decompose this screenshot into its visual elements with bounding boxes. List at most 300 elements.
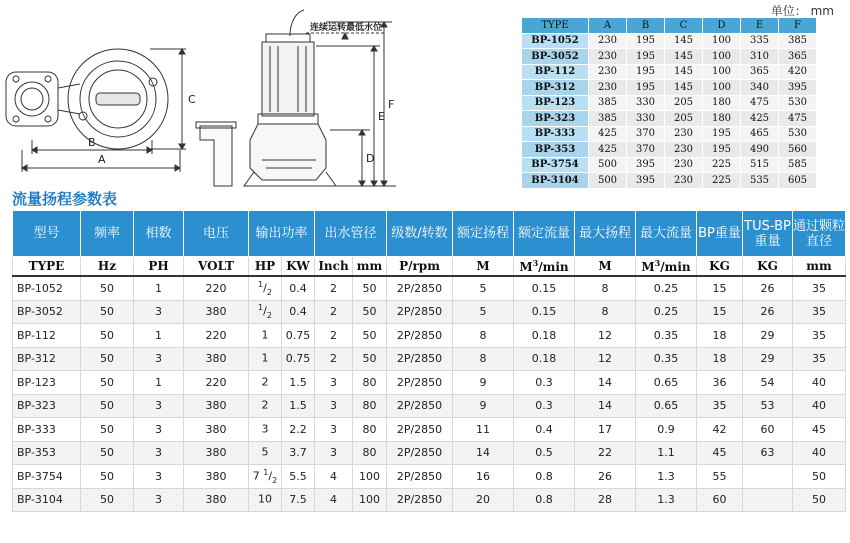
hp-denominator: 2 — [266, 311, 272, 321]
inch-cell: 4 — [315, 465, 353, 489]
hp-numerator: 1 — [258, 279, 264, 289]
dim-value-cell: 500 — [589, 157, 627, 173]
hp-denominator: 2 — [266, 287, 272, 297]
volt-cell: 220 — [184, 276, 249, 300]
max-flow-cell: 0.65 — [636, 371, 697, 395]
dim-table-row — [522, 157, 817, 173]
particle-cell: 40 — [793, 394, 846, 418]
dim-value-cell: 145 — [665, 64, 703, 80]
unit-rpm: P/rpm — [387, 257, 453, 277]
ph-cell: 3 — [134, 300, 184, 324]
rpm-cell: 2P/2850 — [387, 347, 453, 371]
dim-value-cell: 330 — [627, 111, 665, 127]
dim-model-cell: BP-3104 — [522, 173, 589, 189]
model-cell: BP-1052 — [13, 276, 81, 300]
kg-tus-cell — [743, 488, 793, 512]
particle-cell: 35 — [793, 347, 846, 371]
hp-integer: 1 — [261, 351, 269, 365]
dim-value-cell: 395 — [779, 80, 817, 96]
hz-cell: 50 — [81, 324, 134, 348]
hp-integer: 1 — [261, 328, 269, 342]
inch-cell: 3 — [315, 394, 353, 418]
dim-value-cell: 365 — [779, 49, 817, 65]
volute-casing — [250, 124, 326, 180]
inch-cell: 3 — [315, 418, 353, 442]
hp-slash: / — [263, 281, 267, 295]
inch-cell: 2 — [315, 300, 353, 324]
table-row — [13, 347, 846, 371]
inch-cell: 3 — [315, 371, 353, 395]
unit-m-maxhead: M — [575, 257, 636, 277]
dim-value-cell: 195 — [627, 80, 665, 96]
max-head-cell: 14 — [575, 394, 636, 418]
volt-cell: 380 — [184, 465, 249, 489]
dim-value-cell: 230 — [589, 49, 627, 65]
dim-value-cell: 370 — [627, 126, 665, 142]
dim-value-cell: 195 — [627, 64, 665, 80]
rpm-cell: 2P/2850 — [387, 276, 453, 300]
unit-hp: HP — [249, 257, 282, 277]
inch-cell: 2 — [315, 347, 353, 371]
hp-cell — [249, 324, 282, 348]
mm-cell: 50 — [353, 276, 387, 300]
unit-flow-m: M — [519, 260, 533, 274]
dim-value-cell: 145 — [665, 49, 703, 65]
kw-cell: 0.75 — [282, 324, 315, 348]
hp-numerator: 1 — [258, 303, 264, 313]
unit-kg-tus: KG — [743, 257, 793, 277]
ph-cell: 1 — [134, 276, 184, 300]
model-cell: BP-323 — [13, 394, 81, 418]
hp-cell — [249, 394, 282, 418]
dim-value-cell: 560 — [779, 142, 817, 158]
kw-cell: 2.2 — [282, 418, 315, 442]
rpm-cell: 2P/2850 — [387, 465, 453, 489]
volt-cell: 380 — [184, 394, 249, 418]
ph-cell: 3 — [134, 465, 184, 489]
kw-cell: 1.5 — [282, 371, 315, 395]
unit-maxflow-tail: /min — [660, 260, 691, 274]
dim-table-row — [522, 126, 817, 142]
head-cell: 8 — [453, 347, 514, 371]
unit-flow-tail: /min — [538, 260, 569, 274]
volt-cell: 380 — [184, 300, 249, 324]
table-row — [13, 300, 846, 324]
max-head-cell: 28 — [575, 488, 636, 512]
dim-value-cell: 335 — [741, 33, 779, 49]
dim-value-cell: 425 — [589, 126, 627, 142]
particle-cell: 35 — [793, 324, 846, 348]
particle-cell: 50 — [793, 465, 846, 489]
col-particle-line1: 通过颗粒 — [793, 218, 846, 234]
table-row — [13, 418, 846, 442]
dim-value-cell: 100 — [703, 64, 741, 80]
rpm-cell: 2P/2850 — [387, 394, 453, 418]
hp-cell — [249, 418, 282, 442]
model-cell: BP-123 — [13, 371, 81, 395]
hp-integer: 7 — [252, 469, 264, 483]
hz-cell: 50 — [81, 347, 134, 371]
col-freq: 频率 — [81, 211, 134, 257]
dim-value-cell: 385 — [779, 33, 817, 49]
unit-kw: KW — [282, 257, 315, 277]
max-flow-cell: 1.3 — [636, 488, 697, 512]
hz-cell: 50 — [81, 418, 134, 442]
dim-value-cell: 530 — [779, 95, 817, 111]
dim-table-row — [522, 49, 817, 65]
unit-maxflow-m: M — [641, 260, 655, 274]
hz-cell: 50 — [81, 441, 134, 465]
hp-cell — [249, 488, 282, 512]
rpm-cell: 2P/2850 — [387, 418, 453, 442]
model-cell: BP-3052 — [13, 300, 81, 324]
kg-cell: 35 — [697, 394, 743, 418]
head-cell: 20 — [453, 488, 514, 512]
hp-integer: 5 — [261, 445, 269, 459]
hp-integer: 3 — [261, 422, 269, 436]
ph-cell: 3 — [134, 347, 184, 371]
dim-value-cell: 585 — [779, 157, 817, 173]
kw-cell: 7.5 — [282, 488, 315, 512]
flow-cell: 0.4 — [514, 418, 575, 442]
dim-col-header: A — [589, 18, 627, 34]
unit-type: TYPE — [13, 257, 81, 277]
dim-col-header: F — [779, 18, 817, 34]
inch-cell: 4 — [315, 488, 353, 512]
dim-value-cell: 500 — [589, 173, 627, 189]
dim-label-d: D — [366, 152, 375, 165]
hp-slash: / — [268, 469, 273, 483]
hp-cell — [249, 347, 282, 371]
dim-value-cell: 605 — [779, 173, 817, 189]
unit-inch: Inch — [315, 257, 353, 277]
volt-cell: 220 — [184, 371, 249, 395]
dimension-table — [521, 17, 817, 189]
dim-label-c: C — [188, 93, 196, 106]
ph-cell: 1 — [134, 324, 184, 348]
dim-value-cell: 385 — [589, 95, 627, 111]
max-flow-cell: 0.65 — [636, 394, 697, 418]
flow-cell: 0.8 — [514, 465, 575, 489]
mm-cell: 50 — [353, 300, 387, 324]
flow-cell: 0.15 — [514, 300, 575, 324]
dim-value-cell: 475 — [779, 111, 817, 127]
hp-cell — [249, 276, 282, 300]
unit-m-head: M — [453, 257, 514, 277]
head-cell: 14 — [453, 441, 514, 465]
max-head-cell: 17 — [575, 418, 636, 442]
dim-value-cell: 535 — [741, 173, 779, 189]
particle-cell: 50 — [793, 488, 846, 512]
power-cable — [290, 10, 304, 36]
head-cell: 5 — [453, 300, 514, 324]
col-particle — [793, 211, 846, 257]
dim-value-cell: 180 — [703, 95, 741, 111]
hz-cell: 50 — [81, 488, 134, 512]
model-cell: BP-312 — [13, 347, 81, 371]
flow-cell: 0.3 — [514, 394, 575, 418]
dim-table-row — [522, 64, 817, 80]
dim-value-cell: 205 — [665, 111, 703, 127]
hz-cell: 50 — [81, 276, 134, 300]
table-row — [13, 324, 846, 348]
kg-cell: 45 — [697, 441, 743, 465]
unit-ph: PH — [134, 257, 184, 277]
kg-cell: 42 — [697, 418, 743, 442]
rpm-cell: 2P/2850 — [387, 441, 453, 465]
dim-value-cell: 230 — [665, 126, 703, 142]
kg-cell: 15 — [697, 276, 743, 300]
dim-value-cell: 475 — [741, 95, 779, 111]
dim-table-row — [522, 80, 817, 96]
max-head-cell: 8 — [575, 276, 636, 300]
col-weight-tus-line1: TUS-BP — [744, 218, 791, 234]
particle-cell: 35 — [793, 276, 846, 300]
table-row — [13, 441, 846, 465]
inch-cell: 2 — [315, 276, 353, 300]
dim-table-row — [522, 142, 817, 158]
dim-value-cell: 195 — [703, 142, 741, 158]
unit-mm-particle: mm — [793, 257, 846, 277]
model-cell: BP-112 — [13, 324, 81, 348]
dim-model-cell: BP-3052 — [522, 49, 589, 65]
rpm-cell: 2P/2850 — [387, 324, 453, 348]
mm-cell: 100 — [353, 488, 387, 512]
hp-integer: 2 — [261, 375, 269, 389]
dim-value-cell: 195 — [703, 126, 741, 142]
kw-cell: 0.75 — [282, 347, 315, 371]
kg-tus-cell: 53 — [743, 394, 793, 418]
rpm-cell: 2P/2850 — [387, 488, 453, 512]
model-cell: BP-333 — [13, 418, 81, 442]
model-cell: BP-3104 — [13, 488, 81, 512]
ph-cell: 3 — [134, 394, 184, 418]
kg-tus-cell: 26 — [743, 276, 793, 300]
particle-cell: 45 — [793, 418, 846, 442]
flow-cell: 0.15 — [514, 276, 575, 300]
max-head-cell: 12 — [575, 324, 636, 348]
dim-value-cell: 225 — [703, 173, 741, 189]
particle-cell: 35 — [793, 300, 846, 324]
head-cell: 11 — [453, 418, 514, 442]
dim-table-row — [522, 33, 817, 49]
particle-cell: 40 — [793, 371, 846, 395]
flow-cell: 0.5 — [514, 441, 575, 465]
col-poles: 级数/转数 — [387, 211, 453, 257]
mm-cell: 50 — [353, 324, 387, 348]
col-rated-head: 额定扬程 — [453, 211, 514, 257]
dim-table-row — [522, 173, 817, 189]
dim-col-header: B — [627, 18, 665, 34]
rpm-cell: 2P/2850 — [387, 300, 453, 324]
dim-value-cell: 330 — [627, 95, 665, 111]
col-power: 输出功率 — [249, 211, 315, 257]
col-weight-tus — [743, 211, 793, 257]
dim-table-row — [522, 111, 817, 127]
mm-cell: 80 — [353, 371, 387, 395]
dim-label-a: A — [98, 153, 106, 166]
col-max-flow: 最大流量 — [636, 211, 697, 257]
dim-value-cell: 230 — [589, 33, 627, 49]
volt-cell: 220 — [184, 324, 249, 348]
dim-value-cell: 225 — [703, 157, 741, 173]
kg-cell: 15 — [697, 300, 743, 324]
dimension-table-header — [522, 18, 817, 34]
dim-value-cell: 230 — [665, 157, 703, 173]
dim-value-cell: 100 — [703, 33, 741, 49]
hz-cell: 50 — [81, 465, 134, 489]
dim-col-header: C — [665, 18, 703, 34]
mm-cell: 80 — [353, 394, 387, 418]
parameter-table — [12, 210, 846, 512]
dim-value-cell: 425 — [741, 111, 779, 127]
table-row — [13, 394, 846, 418]
dim-value-cell: 145 — [665, 33, 703, 49]
dim-value-cell: 395 — [627, 173, 665, 189]
kg-tus-cell: 29 — [743, 347, 793, 371]
flow-cell: 0.18 — [514, 347, 575, 371]
inch-cell: 2 — [315, 324, 353, 348]
unit-mm: mm — [353, 257, 387, 277]
water-level-note: 连续运转最低水位 — [310, 23, 383, 33]
volt-cell: 380 — [184, 488, 249, 512]
max-head-cell: 12 — [575, 347, 636, 371]
unit-label: 单位： mm — [770, 4, 834, 18]
dim-value-cell: 230 — [665, 173, 703, 189]
col-weight-tus-line2: 重量 — [754, 233, 781, 249]
col-rated-flow: 额定流量 — [514, 211, 575, 257]
dim-value-cell: 515 — [741, 157, 779, 173]
dim-value-cell: 205 — [665, 95, 703, 111]
dim-model-cell: BP-123 — [522, 95, 589, 111]
head-cell: 8 — [453, 324, 514, 348]
max-flow-cell: 1.1 — [636, 441, 697, 465]
hp-integer: 10 — [258, 492, 272, 506]
mm-cell: 50 — [353, 347, 387, 371]
dim-label-b: B — [88, 136, 96, 149]
dim-model-cell: BP-323 — [522, 111, 589, 127]
hp-slash: / — [263, 304, 267, 318]
max-head-cell: 8 — [575, 300, 636, 324]
kg-cell: 36 — [697, 371, 743, 395]
dim-value-cell: 230 — [589, 64, 627, 80]
kg-tus-cell: 63 — [743, 441, 793, 465]
ph-cell: 3 — [134, 488, 184, 512]
inch-cell: 3 — [315, 441, 353, 465]
kg-cell: 55 — [697, 465, 743, 489]
dim-label-f: F — [388, 98, 395, 111]
unit-hz: Hz — [81, 257, 134, 277]
dim-table-row — [522, 95, 817, 111]
max-head-cell: 14 — [575, 371, 636, 395]
kw-cell: 1.5 — [282, 394, 315, 418]
dim-value-cell: 310 — [741, 49, 779, 65]
kg-tus-cell: 54 — [743, 371, 793, 395]
dim-value-cell: 195 — [627, 49, 665, 65]
head-cell: 5 — [453, 276, 514, 300]
kw-cell: 5.5 — [282, 465, 315, 489]
unit-volt: VOLT — [184, 257, 249, 277]
ph-cell: 3 — [134, 441, 184, 465]
ph-cell: 3 — [134, 418, 184, 442]
col-outlet: 出水管径 — [315, 211, 387, 257]
dim-model-cell: BP-1052 — [522, 33, 589, 49]
rpm-cell: 2P/2850 — [387, 371, 453, 395]
kg-tus-cell: 29 — [743, 324, 793, 348]
volt-cell: 380 — [184, 441, 249, 465]
max-flow-cell: 0.25 — [636, 276, 697, 300]
flow-cell: 0.18 — [514, 324, 575, 348]
model-cell: BP-353 — [13, 441, 81, 465]
section-title: 流量扬程参数表 — [12, 190, 118, 208]
hz-cell: 50 — [81, 394, 134, 418]
unit-flow — [514, 257, 575, 277]
volt-cell: 380 — [184, 418, 249, 442]
dim-value-cell: 100 — [703, 80, 741, 96]
dim-col-header: TYPE — [522, 18, 589, 34]
hp-cell — [249, 465, 282, 489]
dim-col-header: E — [741, 18, 779, 34]
col-phase: 相数 — [134, 211, 184, 257]
max-flow-cell: 0.9 — [636, 418, 697, 442]
dim-value-cell: 195 — [627, 33, 665, 49]
table-row — [13, 488, 846, 512]
head-cell: 9 — [453, 394, 514, 418]
mm-cell: 80 — [353, 441, 387, 465]
dim-value-cell: 425 — [589, 142, 627, 158]
kg-cell: 60 — [697, 488, 743, 512]
dim-value-cell: 370 — [627, 142, 665, 158]
dim-model-cell: BP-333 — [522, 126, 589, 142]
dim-value-cell: 530 — [779, 126, 817, 142]
dim-value-cell: 385 — [589, 111, 627, 127]
flow-cell: 0.8 — [514, 488, 575, 512]
unit-maxflow — [636, 257, 697, 277]
kg-cell: 18 — [697, 324, 743, 348]
hz-cell: 50 — [81, 300, 134, 324]
pump-dimension-drawing — [0, 0, 440, 192]
col-model: 型号 — [13, 211, 81, 257]
max-head-cell: 22 — [575, 441, 636, 465]
unit-maxflow-sup: 3 — [654, 258, 661, 268]
dim-model-cell: BP-312 — [522, 80, 589, 96]
hp-cell — [249, 441, 282, 465]
hp-numerator: 1 — [263, 467, 269, 477]
kg-cell: 18 — [697, 347, 743, 371]
ph-cell: 1 — [134, 371, 184, 395]
unit-kg-bp: KG — [697, 257, 743, 277]
col-voltage: 电压 — [184, 211, 249, 257]
table-row — [13, 276, 846, 300]
parameter-header-row — [13, 211, 846, 257]
hp-integer: 2 — [261, 398, 269, 412]
dim-model-cell: BP-112 — [522, 64, 589, 80]
mm-cell: 80 — [353, 418, 387, 442]
kg-tus-cell: 60 — [743, 418, 793, 442]
dim-value-cell: 365 — [741, 64, 779, 80]
kg-tus-cell: 26 — [743, 300, 793, 324]
dim-value-cell: 180 — [703, 111, 741, 127]
dim-value-cell: 490 — [741, 142, 779, 158]
hp-cell — [249, 300, 282, 324]
kw-cell: 0.4 — [282, 300, 315, 324]
table-row — [13, 371, 846, 395]
col-weight-bp: BP重量 — [697, 211, 743, 257]
dim-value-cell: 340 — [741, 80, 779, 96]
head-cell: 9 — [453, 371, 514, 395]
head-cell: 16 — [453, 465, 514, 489]
dim-model-cell: BP-3754 — [522, 157, 589, 173]
